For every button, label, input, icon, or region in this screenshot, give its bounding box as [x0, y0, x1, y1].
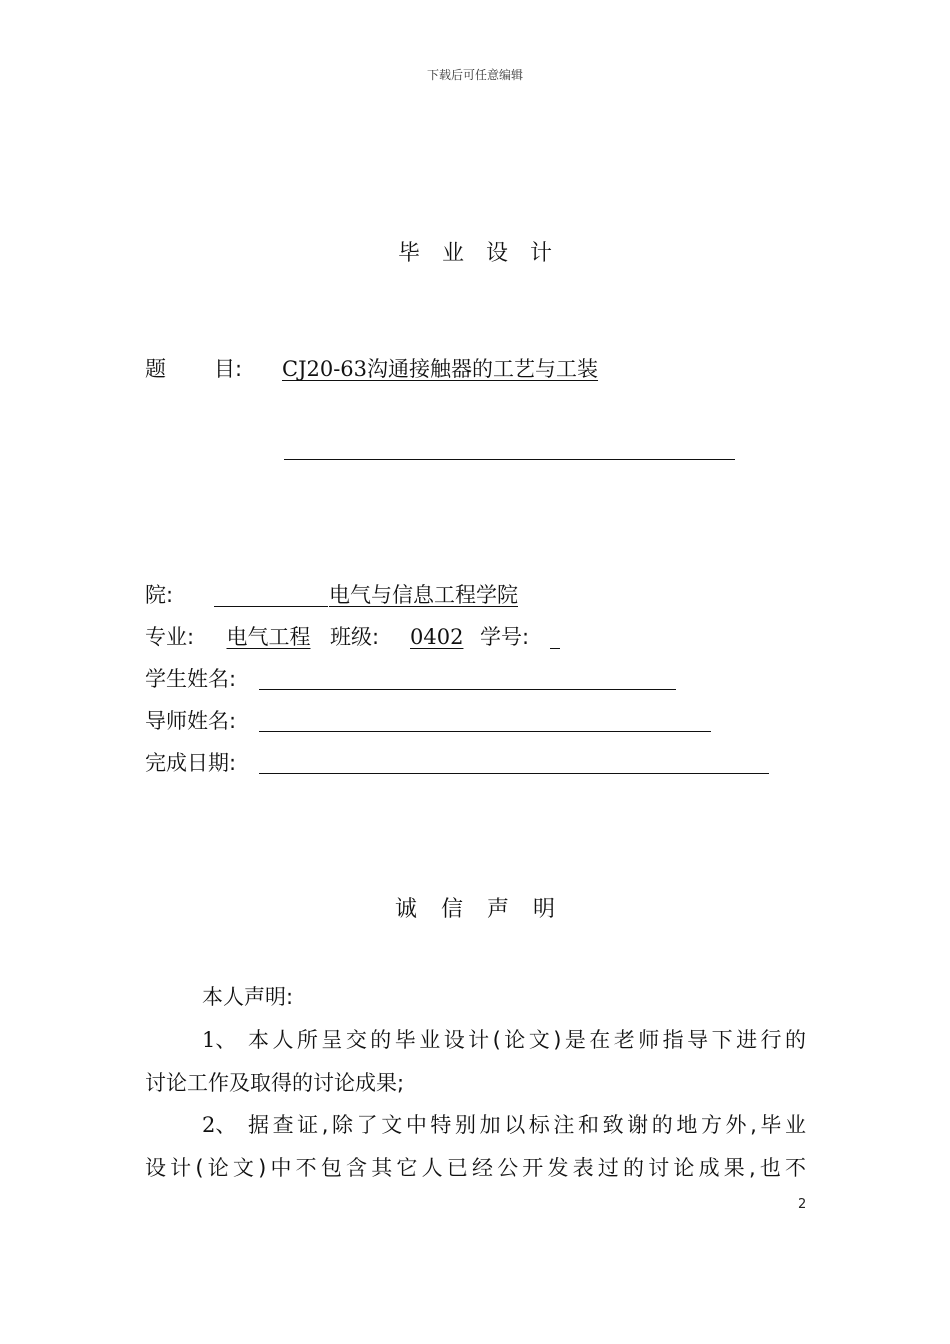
declaration-intro: 本人声明:: [202, 985, 294, 1009]
document-title: 毕业设计: [397, 241, 574, 266]
topic-label: 题: [145, 357, 166, 381]
page-number: 2: [798, 1197, 807, 1212]
declaration-item1-number: [202, 1025, 236, 1055]
declaration-item2-num-text: 2、: [202, 1113, 237, 1137]
declaration-item1-line1: 本人所呈交的毕业设计(论文)是在老师指导下进行的: [248, 1028, 806, 1052]
completion-date-label: 完成日期:: [145, 751, 237, 775]
college-value: 电气与信息工程学院: [329, 583, 518, 607]
major-label: 专业:: [145, 625, 195, 649]
student-id-line: [550, 648, 560, 649]
declaration-item1-line2: 讨论工作及取得的讨论成果;: [145, 1071, 405, 1095]
class-value: [398, 622, 478, 652]
declaration-title: 诚信声明: [394, 897, 579, 922]
class-value-text: 0402: [410, 625, 464, 649]
declaration-item2-number: [202, 1110, 236, 1140]
completion-date-line: [259, 773, 769, 774]
student-name-label: 学生姓名:: [145, 667, 237, 691]
topic-value: [260, 354, 622, 384]
advisor-name-label: 导师姓名:: [145, 709, 237, 733]
header-note: 下载后可任意编辑: [426, 68, 523, 82]
declaration-item2-line2: 设计(论文)中不包含其它人已经公开发表过的讨论成果,也不: [145, 1156, 806, 1180]
major-value: 电气工程: [226, 625, 311, 649]
topic-value-text: CJ20-63沟通接触器的工艺与工装: [282, 357, 599, 381]
declaration-item1-num-text: 1、: [202, 1028, 237, 1052]
college-label: 院:: [145, 583, 174, 607]
topic-continuation-line: [284, 459, 735, 460]
class-label: 班级:: [330, 625, 380, 649]
advisor-name-line: [259, 731, 711, 732]
topic-label-suffix: 目:: [214, 357, 243, 381]
student-id-label: 学号:: [480, 625, 530, 649]
declaration-item2-line1: 据查证,除了文中特别加以标注和致谢的地方外,毕业: [248, 1113, 806, 1137]
college-underline-lead: [214, 606, 328, 607]
student-name-line: [259, 689, 676, 690]
